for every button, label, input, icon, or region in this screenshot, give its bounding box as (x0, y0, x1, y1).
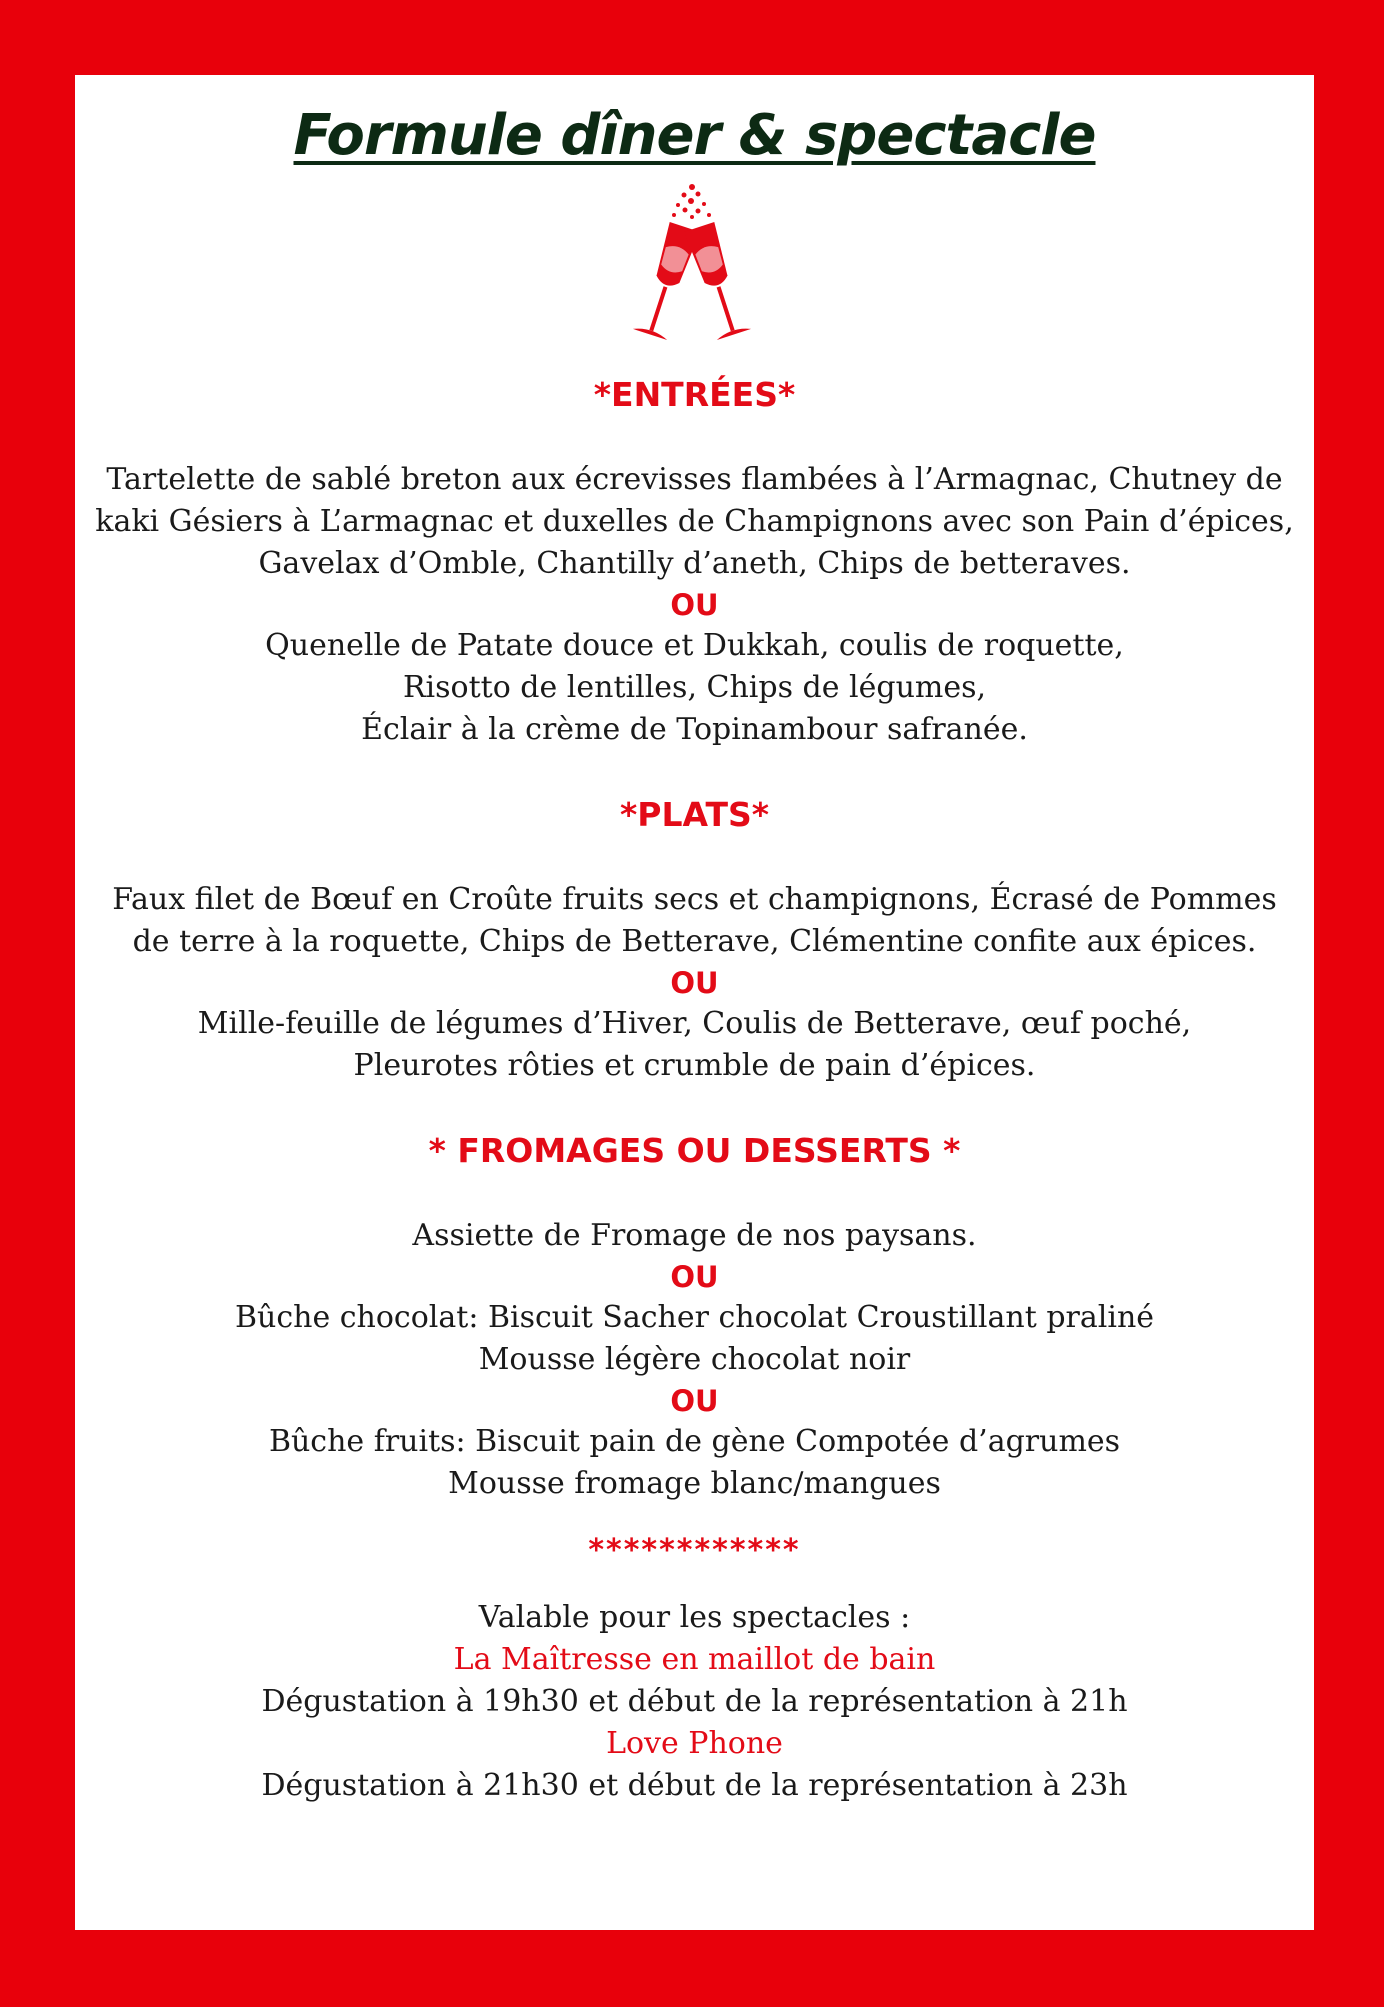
or-separator: OU (670, 966, 719, 1000)
entree-option1-line2: kaki Gésiers à L’armagnac et duxelles de Champignons avec son Pain d’épices, (95, 504, 1294, 539)
entree-option2-line3: Éclair à la crème de Topinambour safranée. (361, 712, 1028, 747)
entree-option2-line2: Risotto de lentilles, Chips de légumes, (402, 670, 987, 705)
stars-divider: ************ (588, 1533, 801, 1568)
dessert-option3-line2: Mousse fromage blanc/mangues (448, 1466, 941, 1501)
plat-option1-line2: de terre à la roquette, Chips de Betterave, Clémentine confite aux épices. (132, 924, 1257, 959)
dessert-option2-line1: Bûche chocolat: Biscuit Sacher chocolat Croustillant praliné (234, 1300, 1155, 1335)
page-title: Formule dîner & spectacle (293, 103, 1096, 168)
show1-name: La Maîtresse en maillot de bain (453, 1642, 936, 1677)
footer-intro: Valable pour les spectacles : (478, 1600, 911, 1635)
desserts-heading: * FROMAGES OU DESSERTS * (428, 1131, 961, 1170)
entree-option2-line1: Quenelle de Patate douce et Dukkah, coulis de roquette, (265, 628, 1124, 663)
champagne-glasses-icon (612, 179, 772, 349)
plats-heading: *PLATS* (620, 795, 769, 834)
show2-info: Dégustation à 21h30 et début de la représentation à 23h (261, 1768, 1128, 1803)
entree-option1-line3: Gavelax d’Omble, Chantilly d’aneth, Chips de betteraves. (258, 546, 1131, 581)
show1-info: Dégustation à 19h30 et début de la représentation à 21h (261, 1684, 1128, 1719)
show2-name: Love Phone (606, 1726, 783, 1761)
plat-option1-line1: Faux filet de Bœuf en Croûte fruits secs et champignons, Écrasé de Pommes (112, 882, 1277, 917)
menu-content (75, 375, 1314, 1807)
menu-sheet (75, 75, 1314, 1930)
entrees-heading: *ENTRÉES* (593, 375, 796, 414)
plat-option2-line1: Mille-feuille de légumes d’Hiver, Coulis de Betterave, œuf poché, (197, 1006, 1192, 1041)
dessert-option3-line1: Bûche fruits: Biscuit pain de gène Compotée d’agrumes (268, 1424, 1121, 1459)
or-separator: OU (670, 1260, 719, 1294)
or-separator: OU (670, 588, 719, 622)
entree-option1-line1: Tartelette de sablé breton aux écrevisses flambées à l’Armagnac, Chutney de (106, 462, 1283, 497)
dessert-option1-line1: Assiette de Fromage de nos paysans. (412, 1218, 977, 1253)
plat-option2-line2: Pleurotes rôties et crumble de pain d’épices. (353, 1048, 1036, 1083)
or-separator: OU (670, 1384, 719, 1418)
dessert-option2-line2: Mousse légère chocolat noir (478, 1342, 911, 1377)
